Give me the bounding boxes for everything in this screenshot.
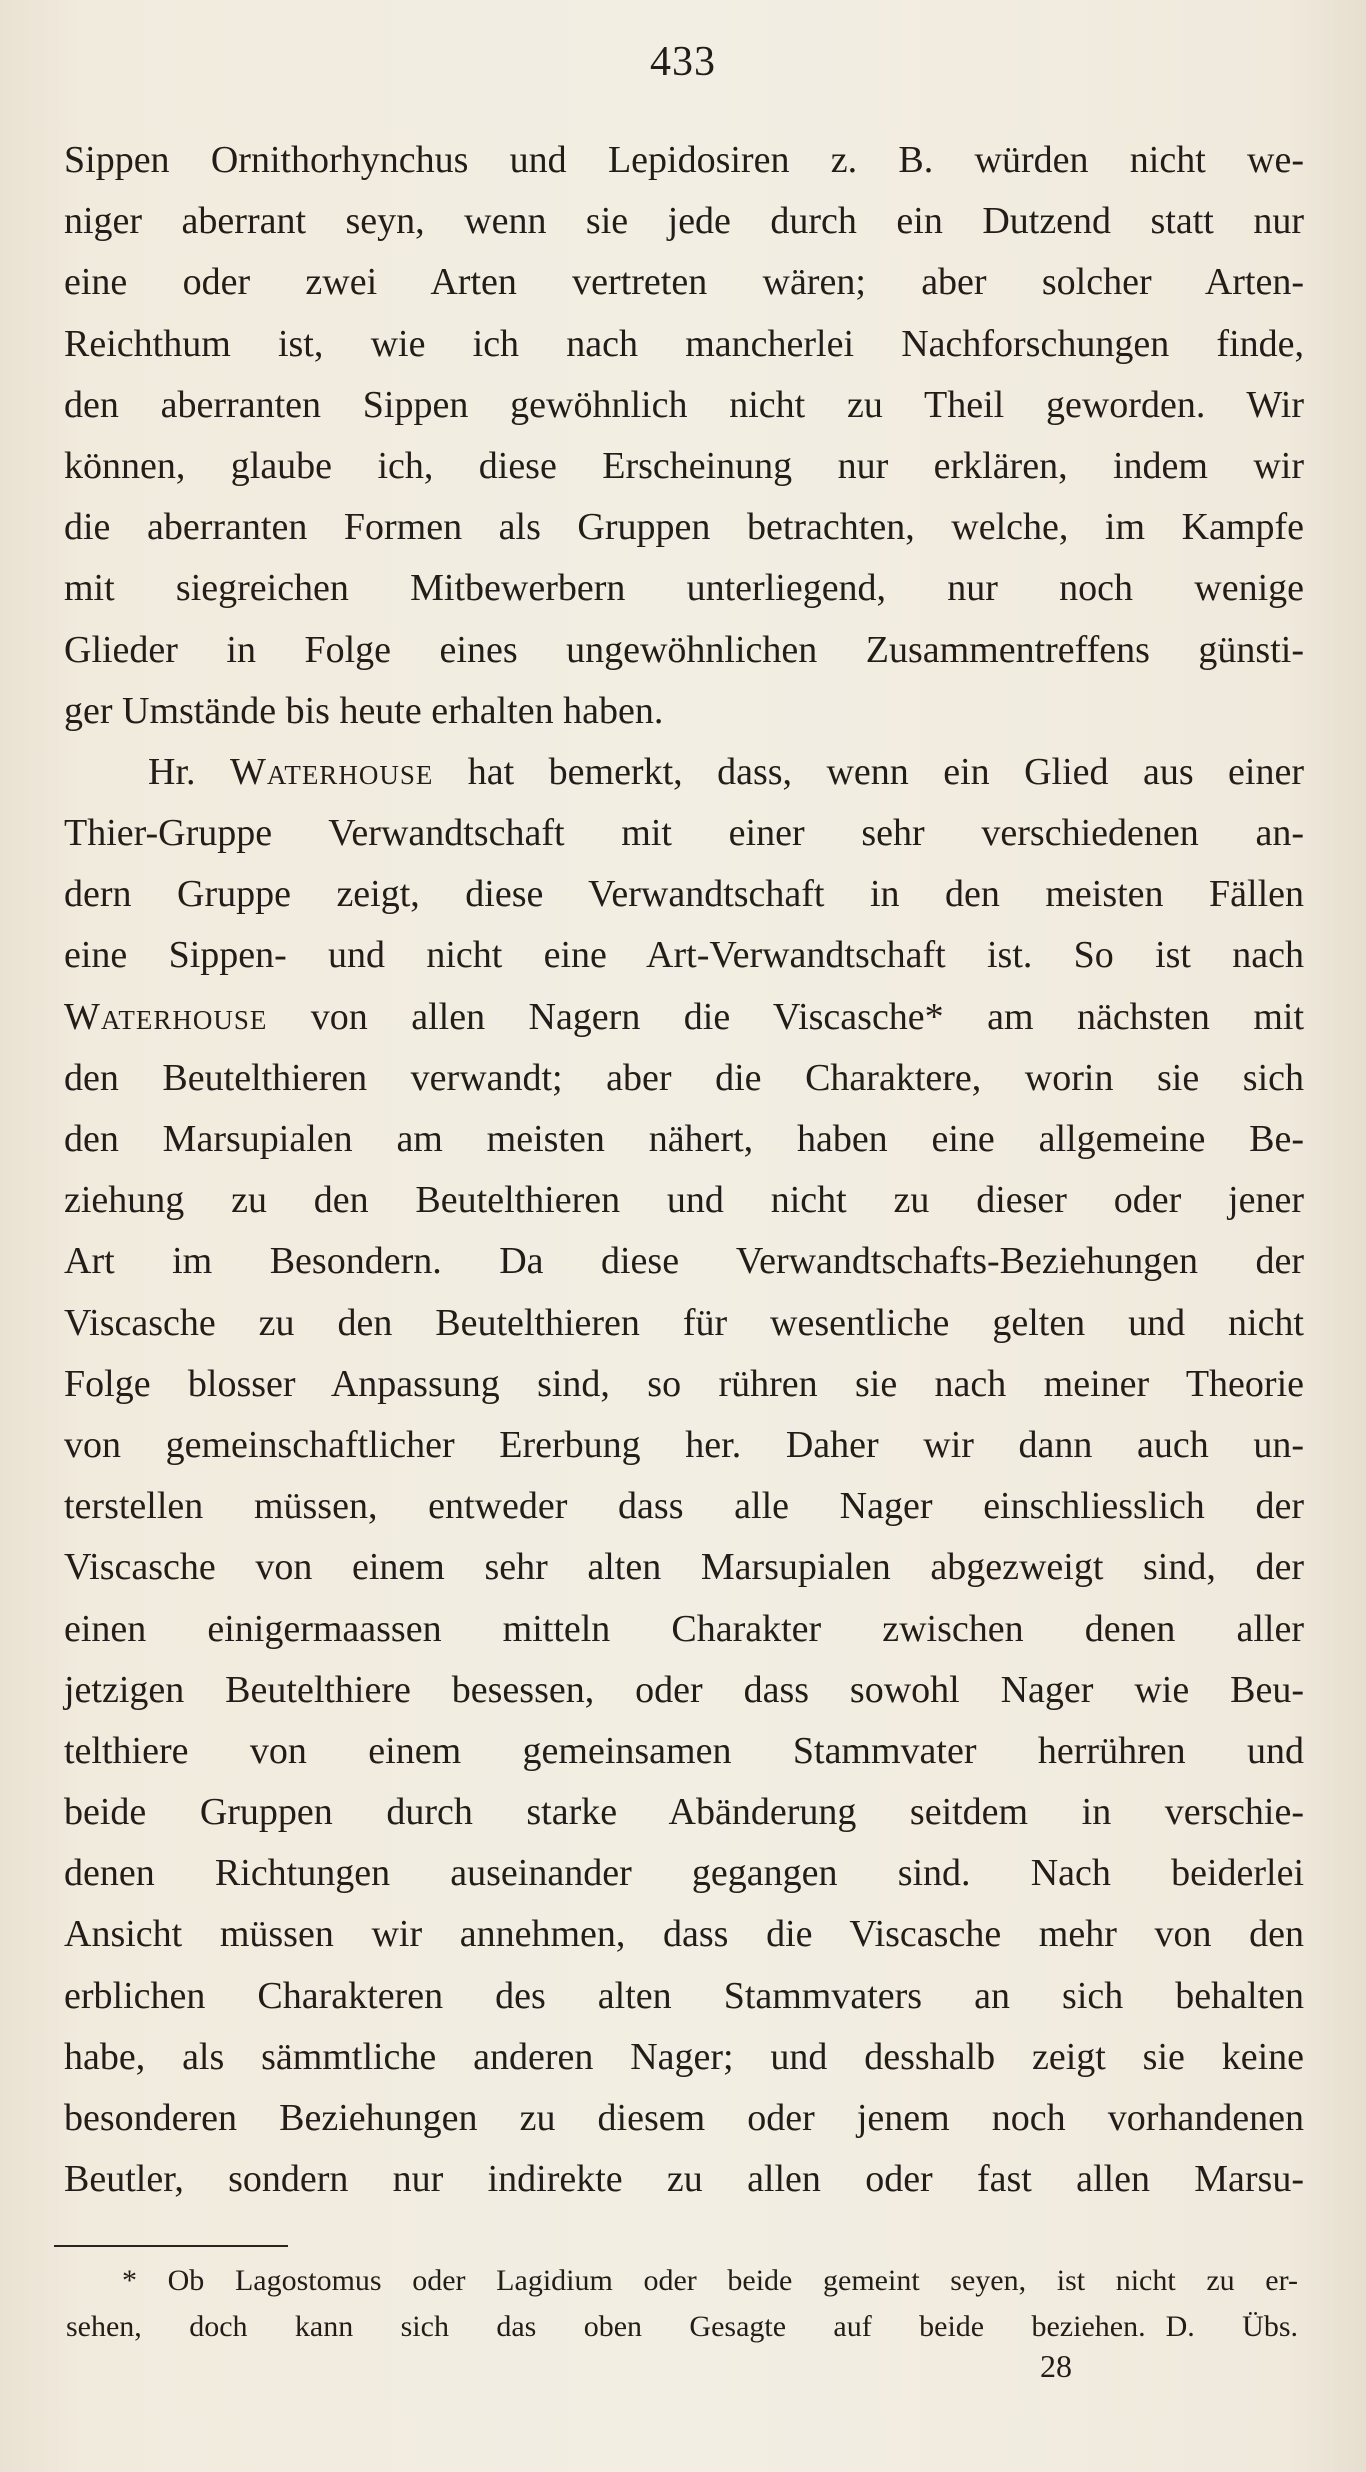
text-line: beide Gruppen durch starke Abänderung seitdem in verschie- <box>64 1791 1304 1834</box>
text-line: einen einigermaassen mitteln Charakter zwischen denen aller <box>64 1607 1304 1650</box>
text-line: erblichen Charakteren des alten Stammvaters an sich behalten <box>64 1974 1304 2017</box>
author-name: Waterhouse <box>229 750 434 793</box>
text-line: Viscasche zu den Beutelthieren für wesentliche gelten und nicht <box>64 1301 1304 1344</box>
footnote <box>66 2258 1298 2350</box>
text-line: Art im Besondern. Da diese Verwandtschafts-Beziehungen der <box>64 1240 1304 1283</box>
text-line: terstellen müssen, entweder dass alle Nager einschliesslich der <box>64 1485 1304 1528</box>
text-fragment: Hr. <box>148 750 230 793</box>
text-line: jetzigen Beutelthiere besessen, oder dass sowohl Nager wie Beu- <box>64 1668 1304 1711</box>
footnote-divider <box>54 2245 288 2247</box>
footnote-line: * Ob Lagostomus oder Lagidium oder beide gemeint seyen, ist nicht zu er- <box>122 2264 1298 2297</box>
footnote-line <box>66 2304 1298 2350</box>
text-line: eine Sippen- und nicht eine Art-Verwandtschaft ist. So ist nach <box>64 934 1304 977</box>
text-line: können, glaube ich, diese Erscheinung nur erklären, indem wir <box>64 444 1304 487</box>
text-line: Ansicht müssen wir annehmen, dass die Viscasche mehr von den <box>64 1913 1304 1956</box>
text-line: mit siegreichen Mitbewerbern unterliegend, nur noch wenige <box>64 567 1304 610</box>
text-line: dern Gruppe zeigt, diese Verwandtschaft in den meisten Fällen <box>64 873 1304 916</box>
text-line: den aberranten Sippen gewöhnlich nicht zu Theil geworden. Wir <box>64 383 1304 426</box>
printer-signature-mark: 28 <box>1040 2348 1072 2384</box>
text-line: habe, als sämmtliche anderen Nager; und desshalb zeigt sie keine <box>64 2035 1304 2078</box>
author-name: Waterhouse <box>64 995 268 1038</box>
text-line <box>64 742 1304 803</box>
text-line: denen Richtungen auseinander gegangen sind. Nach beiderlei <box>64 1852 1304 1895</box>
text-line: niger aberrant seyn, wenn sie jede durch ein Dutzend statt nur <box>64 200 1304 243</box>
text-line: ziehung zu den Beutelthieren und nicht zu dieser oder jener <box>64 1179 1304 1222</box>
text-line: telthiere von einem gemeinsamen Stammvater herrühren und <box>64 1729 1304 1772</box>
text-line: ger Umstände bis heute erhalten haben. <box>64 689 664 732</box>
text-line: Reichthum ist, wie ich nach mancherlei Nachforschungen finde, <box>64 322 1304 365</box>
text-fragment: hat bemerkt, dass, wenn ein Glied aus einer <box>433 750 1305 793</box>
translator-signature: D. Übs. <box>1165 2310 1298 2343</box>
text-line: den Beutelthieren verwandt; aber die Charaktere, worin sie sich <box>64 1056 1304 1099</box>
text-fragment: von allen Nagern die Viscasche* am nächsten mit <box>267 995 1304 1038</box>
text-line: den Marsupialen am meisten nähert, haben eine allgemeine Be- <box>64 1118 1304 1160</box>
text-line: die aberranten Formen als Gruppen betrachten, welche, im Kampfe <box>64 506 1304 549</box>
text-line: eine oder zwei Arten vertreten wären; aber solcher Arten- <box>64 261 1304 304</box>
text-line: Sippen Ornithorhynchus und Lepidosiren z. B. würden nicht we- <box>64 139 1304 181</box>
page-number: 433 <box>650 39 716 85</box>
text-line: besonderen Beziehungen zu diesem oder jenem noch vorhandenen <box>64 2097 1304 2139</box>
text-line: Glieder in Folge eines ungewöhnlichen Zusammentreffens günsti- <box>64 628 1304 671</box>
text-line: Thier-Gruppe Verwandtschaft mit einer sehr verschiedenen an- <box>64 812 1304 855</box>
text-line: Folge blosser Anpassung sind, so rühren sie nach meiner Theorie <box>64 1362 1304 1405</box>
text-line: Viscasche von einem sehr alten Marsupialen abgezweigt sind, der <box>64 1546 1304 1589</box>
footnote-text: sehen, doch kann sich das oben Gesagte auf beide beziehen. <box>66 2310 1146 2343</box>
text-line <box>64 987 1304 1048</box>
text-line: von gemeinschaftlicher Ererbung her. Daher wir dann auch un- <box>64 1423 1304 1466</box>
body-text <box>64 130 1304 2210</box>
text-line: Beutler, sondern nur indirekte zu allen oder fast allen Marsu- <box>64 2158 1304 2201</box>
